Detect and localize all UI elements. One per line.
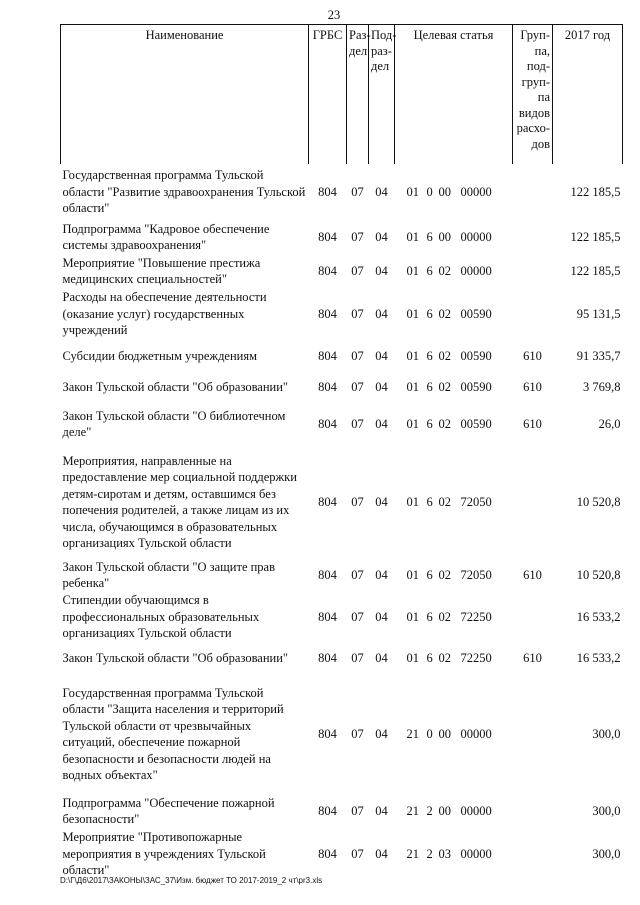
target-code	[407, 263, 501, 280]
row-subsection: 04	[375, 726, 388, 741]
row-section: 07	[351, 846, 364, 861]
row-subsection: 04	[375, 609, 388, 624]
row-grbs: 804	[318, 416, 337, 431]
row-amount: 91 335,7	[576, 348, 621, 363]
target-measure: 02	[438, 494, 451, 509]
table-row	[61, 254, 623, 288]
row-subsection: 04	[375, 803, 388, 818]
target-program: 01	[406, 229, 419, 244]
row-amount: 122 185,5	[570, 229, 621, 244]
target-measure: 00	[438, 184, 451, 199]
target-direction: 00000	[460, 846, 492, 861]
target-subprogram: 6	[426, 348, 433, 363]
row-amount: 26,0	[598, 416, 621, 431]
target-direction: 72250	[460, 650, 492, 665]
header-target: Целевая статья	[395, 25, 513, 165]
row-section: 07	[351, 650, 364, 665]
row-subsection: 04	[375, 263, 388, 278]
row-grbs: 804	[318, 567, 337, 582]
target-measure: 02	[438, 567, 451, 582]
table-row	[61, 446, 623, 558]
table-body	[61, 164, 623, 880]
row-subsection: 04	[375, 416, 388, 431]
target-code	[407, 567, 501, 584]
row-name: Государственная программа Тульской области "Защита населения и территорий Тульской области от чрезвычайных ситуаций, обеспечение пожарной безопасности и безопасности людей на водных объектах"	[62, 685, 284, 782]
row-group	[513, 446, 553, 558]
row-subsection: 04	[375, 567, 388, 582]
table-row	[61, 592, 623, 642]
row-section: 07	[351, 803, 364, 818]
row-section: 07	[351, 184, 364, 199]
target-direction: 00000	[460, 184, 492, 199]
row-amount: 16 533,2	[576, 609, 621, 624]
target-direction: 00000	[460, 803, 492, 818]
target-program: 01	[406, 650, 419, 665]
row-group: 610	[523, 567, 542, 582]
row-target-code	[395, 828, 513, 880]
row-section: 07	[351, 348, 364, 363]
row-name: Стипендии обучающимся в профессиональных образовательных организациях Тульской области	[62, 593, 260, 641]
target-measure: 02	[438, 609, 451, 624]
target-program: 01	[406, 348, 419, 363]
header-name: Наименование	[61, 25, 309, 165]
table-row	[61, 340, 623, 372]
row-subsection: 04	[375, 494, 388, 509]
target-code	[407, 494, 501, 511]
header-section: Раз-дел	[347, 25, 369, 165]
target-measure: 02	[438, 650, 451, 665]
target-subprogram: 6	[426, 494, 433, 509]
row-grbs: 804	[318, 846, 337, 861]
target-program: 01	[406, 263, 419, 278]
footer-file-path: D:\Г\Д6\2017\ЗАКОНЫ\ЗАС_37\Изм. бюджет ТО 2017-2019_2 чт\pr3.xls	[60, 876, 323, 885]
table-row	[61, 674, 623, 794]
target-code	[407, 650, 501, 667]
row-grbs: 804	[318, 184, 337, 199]
target-code	[407, 306, 501, 323]
row-amount: 3 769,8	[583, 379, 621, 394]
row-name: Мероприятие "Противопожарные мероприятия в учреждениях Тульской области"	[62, 830, 266, 878]
row-target-code	[395, 340, 513, 372]
row-amount: 300,0	[592, 726, 621, 741]
target-subprogram: 6	[426, 306, 433, 321]
row-group	[513, 674, 553, 794]
target-direction: 00000	[460, 263, 492, 278]
target-measure: 02	[438, 379, 451, 394]
target-measure: 02	[438, 306, 451, 321]
target-program: 01	[406, 306, 419, 321]
table-row	[61, 558, 623, 592]
target-program: 21	[406, 726, 419, 741]
row-amount: 122 185,5	[570, 263, 621, 278]
row-grbs: 804	[318, 726, 337, 741]
target-program: 01	[406, 184, 419, 199]
target-subprogram: 2	[426, 803, 433, 818]
row-subsection: 04	[375, 348, 388, 363]
budget-table	[60, 24, 623, 880]
target-subprogram: 6	[426, 609, 433, 624]
table-row	[61, 372, 623, 402]
row-name: Закон Тульской области "Об образовании"	[62, 650, 289, 665]
row-group	[513, 828, 553, 880]
row-amount: 122 185,5	[570, 184, 621, 199]
target-code	[407, 726, 501, 743]
row-grbs: 804	[318, 609, 337, 624]
table-row	[61, 794, 623, 828]
row-group: 610	[523, 348, 542, 363]
row-section: 07	[351, 609, 364, 624]
row-section: 07	[351, 263, 364, 278]
table-row	[61, 642, 623, 674]
table-row	[61, 828, 623, 880]
target-subprogram: 6	[426, 416, 433, 431]
row-group	[513, 220, 553, 254]
row-amount: 10 520,8	[576, 494, 621, 509]
row-section: 07	[351, 229, 364, 244]
row-grbs: 804	[318, 494, 337, 509]
target-direction: 00590	[460, 348, 492, 363]
row-section: 07	[351, 379, 364, 394]
target-measure: 00	[438, 726, 451, 741]
row-group	[513, 794, 553, 828]
row-group: 610	[523, 650, 542, 665]
row-grbs: 804	[318, 263, 337, 278]
target-measure: 03	[438, 846, 451, 861]
target-code	[407, 184, 501, 201]
row-target-code	[395, 402, 513, 446]
target-program: 01	[406, 609, 419, 624]
row-target-code	[395, 674, 513, 794]
target-program: 21	[406, 846, 419, 861]
target-measure: 02	[438, 416, 451, 431]
row-subsection: 04	[375, 379, 388, 394]
row-name: Мероприятия, направленные на предоставление мер социальной поддержки детям-сиротам и детям, оставшимся без попечения родителей, а также лицам из их числа, обучающимся в образовательных организациях Тульской области	[62, 453, 297, 550]
row-name: Расходы на обеспечение деятельности (оказание услуг) государственных учреждений	[62, 290, 267, 338]
target-code	[407, 229, 501, 246]
target-code	[407, 379, 501, 396]
row-amount: 10 520,8	[576, 567, 621, 582]
row-amount: 95 131,5	[576, 306, 621, 321]
row-name: Подпрограмма "Обеспечение пожарной безопасности"	[62, 795, 275, 826]
row-target-code	[395, 446, 513, 558]
target-direction: 00000	[460, 726, 492, 741]
target-measure: 00	[438, 229, 451, 244]
row-section: 07	[351, 416, 364, 431]
target-program: 01	[406, 567, 419, 582]
target-measure: 02	[438, 348, 451, 363]
target-subprogram: 0	[426, 184, 433, 199]
row-name: Подпрограмма "Кадровое обеспечение системы здравоохранения"	[62, 221, 270, 252]
target-direction: 72250	[460, 609, 492, 624]
row-amount: 300,0	[592, 846, 621, 861]
row-target-code	[395, 288, 513, 340]
target-subprogram: 6	[426, 567, 433, 582]
row-target-code	[395, 220, 513, 254]
table-row	[61, 220, 623, 254]
row-name: Закон Тульской области "О защите прав ребенка"	[62, 559, 276, 590]
target-program: 01	[406, 379, 419, 394]
target-code	[407, 803, 501, 820]
target-code	[407, 609, 501, 626]
header-amount: 2017 год	[553, 25, 623, 165]
target-direction: 00590	[460, 306, 492, 321]
target-measure: 00	[438, 803, 451, 818]
target-direction: 72050	[460, 494, 492, 509]
header-group: Груп-па, под-груп-па видов расхо-дов	[513, 25, 553, 165]
row-group: 610	[523, 379, 542, 394]
page-number: 23	[327, 8, 341, 22]
row-grbs: 804	[318, 306, 337, 321]
row-name: Субсидии бюджетным учреждениям	[62, 348, 258, 363]
row-target-code	[395, 164, 513, 220]
target-subprogram: 6	[426, 379, 433, 394]
target-measure: 02	[438, 263, 451, 278]
row-target-code	[395, 794, 513, 828]
row-subsection: 04	[375, 846, 388, 861]
row-amount: 16 533,2	[576, 650, 621, 665]
header-grbs: ГРБС	[309, 25, 347, 165]
row-name: Государственная программа Тульской области "Развитие здравоохранения Тульской области"	[62, 168, 306, 216]
row-section: 07	[351, 726, 364, 741]
table-header-row	[61, 25, 623, 165]
row-group	[513, 164, 553, 220]
target-program: 01	[406, 494, 419, 509]
row-target-code	[395, 558, 513, 592]
row-name: Мероприятие "Повышение престижа медицинских специальностей"	[62, 255, 261, 286]
row-grbs: 804	[318, 229, 337, 244]
row-subsection: 04	[375, 650, 388, 665]
row-amount: 300,0	[592, 803, 621, 818]
target-direction: 00590	[460, 416, 492, 431]
row-grbs: 804	[318, 803, 337, 818]
row-grbs: 804	[318, 348, 337, 363]
row-subsection: 04	[375, 184, 388, 199]
row-subsection: 04	[375, 229, 388, 244]
row-target-code	[395, 592, 513, 642]
row-grbs: 804	[318, 650, 337, 665]
target-subprogram: 6	[426, 263, 433, 278]
row-name: Закон Тульской области "Об образовании"	[62, 379, 289, 394]
table-row	[61, 402, 623, 446]
row-target-code	[395, 642, 513, 674]
target-code	[407, 348, 501, 365]
row-group: 610	[523, 416, 542, 431]
table-row	[61, 164, 623, 220]
table-row	[61, 288, 623, 340]
target-direction: 00590	[460, 379, 492, 394]
target-subprogram: 6	[426, 650, 433, 665]
target-direction: 00000	[460, 229, 492, 244]
header-subsection: Под-раз-дел	[369, 25, 395, 165]
row-grbs: 804	[318, 379, 337, 394]
row-group	[513, 254, 553, 288]
row-target-code	[395, 372, 513, 402]
row-section: 07	[351, 494, 364, 509]
row-section: 07	[351, 567, 364, 582]
target-program: 21	[406, 803, 419, 818]
target-program: 01	[406, 416, 419, 431]
row-name: Закон Тульской области "О библиотечном деле"	[62, 408, 286, 439]
target-code	[407, 416, 501, 433]
target-direction: 72050	[460, 567, 492, 582]
row-section: 07	[351, 306, 364, 321]
row-target-code	[395, 254, 513, 288]
target-code	[407, 846, 501, 863]
row-group	[513, 288, 553, 340]
target-subprogram: 2	[426, 846, 433, 861]
row-subsection: 04	[375, 306, 388, 321]
target-subprogram: 0	[426, 726, 433, 741]
target-subprogram: 6	[426, 229, 433, 244]
row-group	[513, 592, 553, 642]
